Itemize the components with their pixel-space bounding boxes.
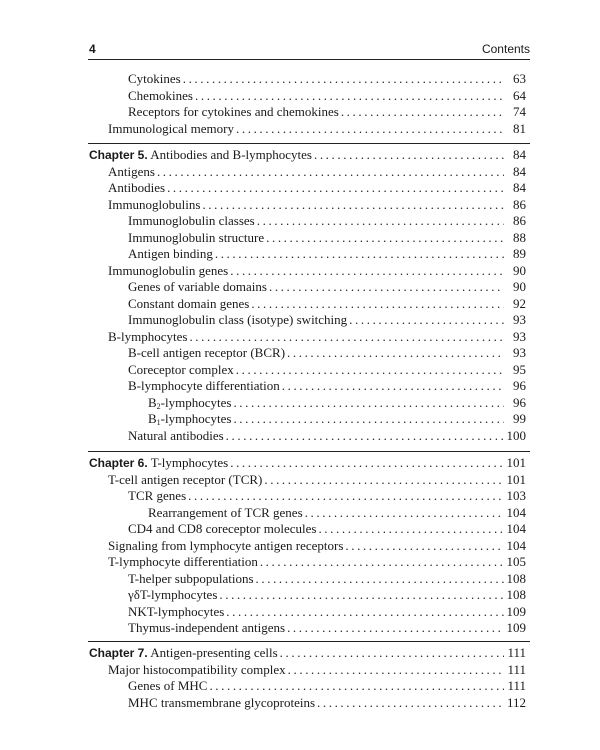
toc-entry	[128, 620, 526, 636]
toc-entry-page: 104	[506, 521, 526, 536]
toc-entry-title: Cytokines	[128, 71, 181, 86]
title-prefix: B	[148, 395, 157, 410]
leader-dots	[202, 197, 504, 213]
leader-dots	[341, 104, 504, 120]
toc-entry-title: B-cell antigen receptor (BCR)	[128, 345, 286, 360]
leader-dots	[236, 121, 504, 137]
leader-dots	[287, 620, 504, 636]
toc-entry-page: 86	[513, 213, 526, 228]
toc-entry-title: Antigens	[108, 164, 155, 179]
toc-entry-page: 95	[513, 362, 526, 377]
toc-entry-title: B-lymphocyte differentiation	[128, 378, 280, 393]
toc-entry	[108, 180, 526, 196]
toc-entry	[128, 378, 526, 394]
toc-entry-page: 105	[506, 554, 526, 569]
leader-dots	[345, 538, 504, 554]
toc-entry-page: 109	[506, 604, 526, 619]
toc-entry-page: 63	[513, 71, 526, 86]
leader-dots	[226, 428, 504, 444]
toc-entry	[128, 488, 526, 504]
chapter-label: Chapter 7.	[89, 646, 148, 660]
toc-entry-title: B-lymphocytes	[108, 329, 188, 344]
toc-entry-page: 108	[506, 587, 526, 602]
toc-entry-page: 101	[506, 455, 526, 470]
toc-entry-page: 111	[507, 645, 526, 660]
toc-entry-title	[148, 395, 231, 411]
leader-dots	[257, 213, 504, 229]
leader-dots	[287, 345, 504, 361]
toc-entry	[108, 164, 526, 180]
toc-entry-page: 93	[513, 312, 526, 327]
toc-entry-title: Immunoglobulins	[108, 197, 201, 212]
toc-entry-title: Natural antibodies	[128, 428, 224, 443]
section-divider	[88, 451, 530, 452]
toc-entry-title: Rearrangement of TCR genes	[148, 505, 303, 520]
toc-entry-page: 84	[513, 180, 526, 195]
leader-dots	[195, 88, 504, 104]
toc-entry	[128, 521, 526, 537]
leader-dots	[226, 604, 504, 620]
toc-entry-page: 89	[513, 246, 526, 261]
toc-entry-page: 88	[513, 230, 526, 245]
toc-entry-title: Chemokines	[128, 88, 193, 103]
title-suffix: -lymphocytes	[160, 411, 232, 426]
toc-entry-page: 101	[506, 472, 526, 487]
toc-entry	[148, 411, 526, 427]
toc-entry-page: 96	[513, 378, 526, 393]
toc-entry	[128, 678, 526, 694]
toc-entry-title: Antigen-presenting cells	[147, 645, 278, 660]
leader-dots	[236, 362, 504, 378]
toc-entry-title: Major histocompatibility complex	[108, 662, 286, 677]
toc-entry	[128, 695, 526, 711]
toc-entry	[108, 263, 526, 279]
leader-dots	[251, 296, 504, 312]
subscript: 1	[156, 418, 161, 427]
toc-entry-page: 111	[507, 678, 526, 693]
toc-entry	[128, 246, 526, 262]
toc-entry-title: Constant domain genes	[128, 296, 250, 311]
toc-entry-title: Immunological memory	[108, 121, 235, 136]
toc-entry-title: Genes of variable domains	[128, 279, 267, 294]
toc-entry-title: CD4 and CD8 coreceptor molecules	[128, 521, 317, 536]
title-prefix: B	[148, 411, 157, 426]
toc-entry-page: 104	[506, 505, 526, 520]
section-divider	[88, 641, 530, 642]
leader-dots	[266, 230, 504, 246]
toc-chapter-entry	[89, 645, 526, 661]
toc-entry-title: T-lymphocyte differentiation	[108, 554, 258, 569]
leader-dots	[317, 695, 504, 711]
toc-entry	[128, 312, 526, 328]
toc-entry-title: Immunoglobulin genes	[108, 263, 229, 278]
leader-dots	[209, 678, 504, 694]
toc-entry-page: 81	[513, 121, 526, 136]
toc-entry	[128, 604, 526, 620]
toc-entry	[108, 121, 526, 137]
toc-entry-page: 84	[513, 164, 526, 179]
leader-dots	[349, 312, 504, 328]
toc-entry	[108, 538, 526, 554]
toc-entry	[128, 571, 526, 587]
leader-dots	[233, 395, 504, 411]
toc-entry-page: 108	[506, 571, 526, 586]
toc-entry-page: 99	[513, 411, 526, 426]
toc-entry-title: Coreceptor complex	[128, 362, 234, 377]
toc-entry-page: 64	[513, 88, 526, 103]
leader-dots	[318, 521, 504, 537]
toc-entry-page: 111	[507, 662, 526, 677]
toc-entry	[108, 472, 526, 488]
leader-dots	[230, 263, 504, 279]
toc-entry-page: 96	[513, 395, 526, 410]
toc-entry	[128, 279, 526, 295]
toc-entry-page: 90	[513, 263, 526, 278]
toc-entry-title: Immunoglobulin class (isotype) switching	[128, 312, 348, 327]
toc-entry-page: 90	[513, 279, 526, 294]
toc-entry-title: Genes of MHC	[128, 678, 208, 693]
leader-dots	[260, 554, 504, 570]
leader-dots	[157, 164, 504, 180]
toc-entry-title: Thymus-independent antigens	[128, 620, 286, 635]
toc-entry	[108, 329, 526, 345]
toc-entry	[128, 587, 526, 603]
toc-entry-page: 93	[513, 329, 526, 344]
toc-entry	[148, 505, 526, 521]
toc-entry-page: 112	[506, 695, 526, 710]
toc-entry-title: TCR genes	[128, 488, 187, 503]
leader-dots	[230, 455, 504, 471]
toc-entry	[128, 104, 526, 120]
leader-dots	[215, 246, 504, 262]
toc-chapter-entry	[89, 455, 526, 471]
toc-entry-title: γδT-lymphocytes	[128, 587, 218, 602]
toc-entry-title: Antibodies	[108, 180, 166, 195]
toc-entry	[128, 345, 526, 361]
header-rule	[88, 59, 530, 60]
toc-entry-page: 93	[513, 345, 526, 360]
chapter-label: Chapter 6.	[89, 456, 148, 470]
leader-dots	[188, 488, 504, 504]
leader-dots	[167, 180, 504, 196]
toc-entry	[128, 428, 526, 444]
section-divider	[88, 143, 530, 144]
toc-entry	[108, 197, 526, 213]
leader-dots	[282, 378, 504, 394]
leader-dots	[189, 329, 504, 345]
toc-entry-title: T-cell antigen receptor (TCR)	[108, 472, 263, 487]
leader-dots	[264, 472, 504, 488]
leader-dots	[269, 279, 504, 295]
leader-dots	[219, 587, 504, 603]
toc-entry	[128, 296, 526, 312]
title-suffix: -lymphocytes	[160, 395, 232, 410]
toc-entry	[128, 71, 526, 87]
toc-entry-title: T-helper subpopulations	[128, 571, 254, 586]
toc-entry	[108, 662, 526, 678]
toc-entry-title: MHC transmembrane glycoproteins	[128, 695, 316, 710]
subscript: 2	[156, 402, 161, 411]
leader-dots	[305, 505, 504, 521]
toc-entry-page: 103	[506, 488, 526, 503]
toc-entry-page: 100	[506, 428, 526, 443]
toc-entry-title: Immunoglobulin structure	[128, 230, 265, 245]
toc-entry-title: Antibodies and B-lymphocytes	[147, 147, 312, 162]
toc-entry-title: Antigen binding	[128, 246, 213, 261]
toc-entry-title: NKT-lymphocytes	[128, 604, 225, 619]
toc-entry	[128, 88, 526, 104]
toc-entry-page: 104	[506, 538, 526, 553]
leader-dots	[256, 571, 504, 587]
toc-entry-page: 86	[513, 197, 526, 212]
toc-entry-title: Signaling from lymphocyte antigen receptors	[108, 538, 344, 553]
toc-chapter-entry	[89, 147, 526, 163]
leader-dots	[288, 662, 504, 678]
leader-dots	[280, 645, 504, 661]
toc-entry-title: T-lymphocytes	[147, 455, 229, 470]
toc-entry	[128, 213, 526, 229]
toc-entry	[128, 362, 526, 378]
toc-entry-title	[148, 411, 231, 427]
toc-entry	[148, 395, 526, 411]
running-head: Contents	[481, 42, 530, 56]
toc-entry-page: 109	[506, 620, 526, 635]
leader-dots	[314, 147, 504, 163]
chapter-label: Chapter 5.	[89, 148, 148, 162]
toc-entry-title: Receptors for cytokines and chemokines	[128, 104, 339, 119]
toc-entry-page: 74	[513, 104, 526, 119]
toc-entry-title: Immunoglobulin classes	[128, 213, 255, 228]
toc-entry-page: 84	[513, 147, 526, 162]
toc-entry-page: 92	[513, 296, 526, 311]
leader-dots	[233, 411, 504, 427]
leader-dots	[183, 71, 504, 87]
toc-entry	[128, 230, 526, 246]
toc-entry	[108, 554, 526, 570]
page-number: 4	[89, 42, 96, 56]
